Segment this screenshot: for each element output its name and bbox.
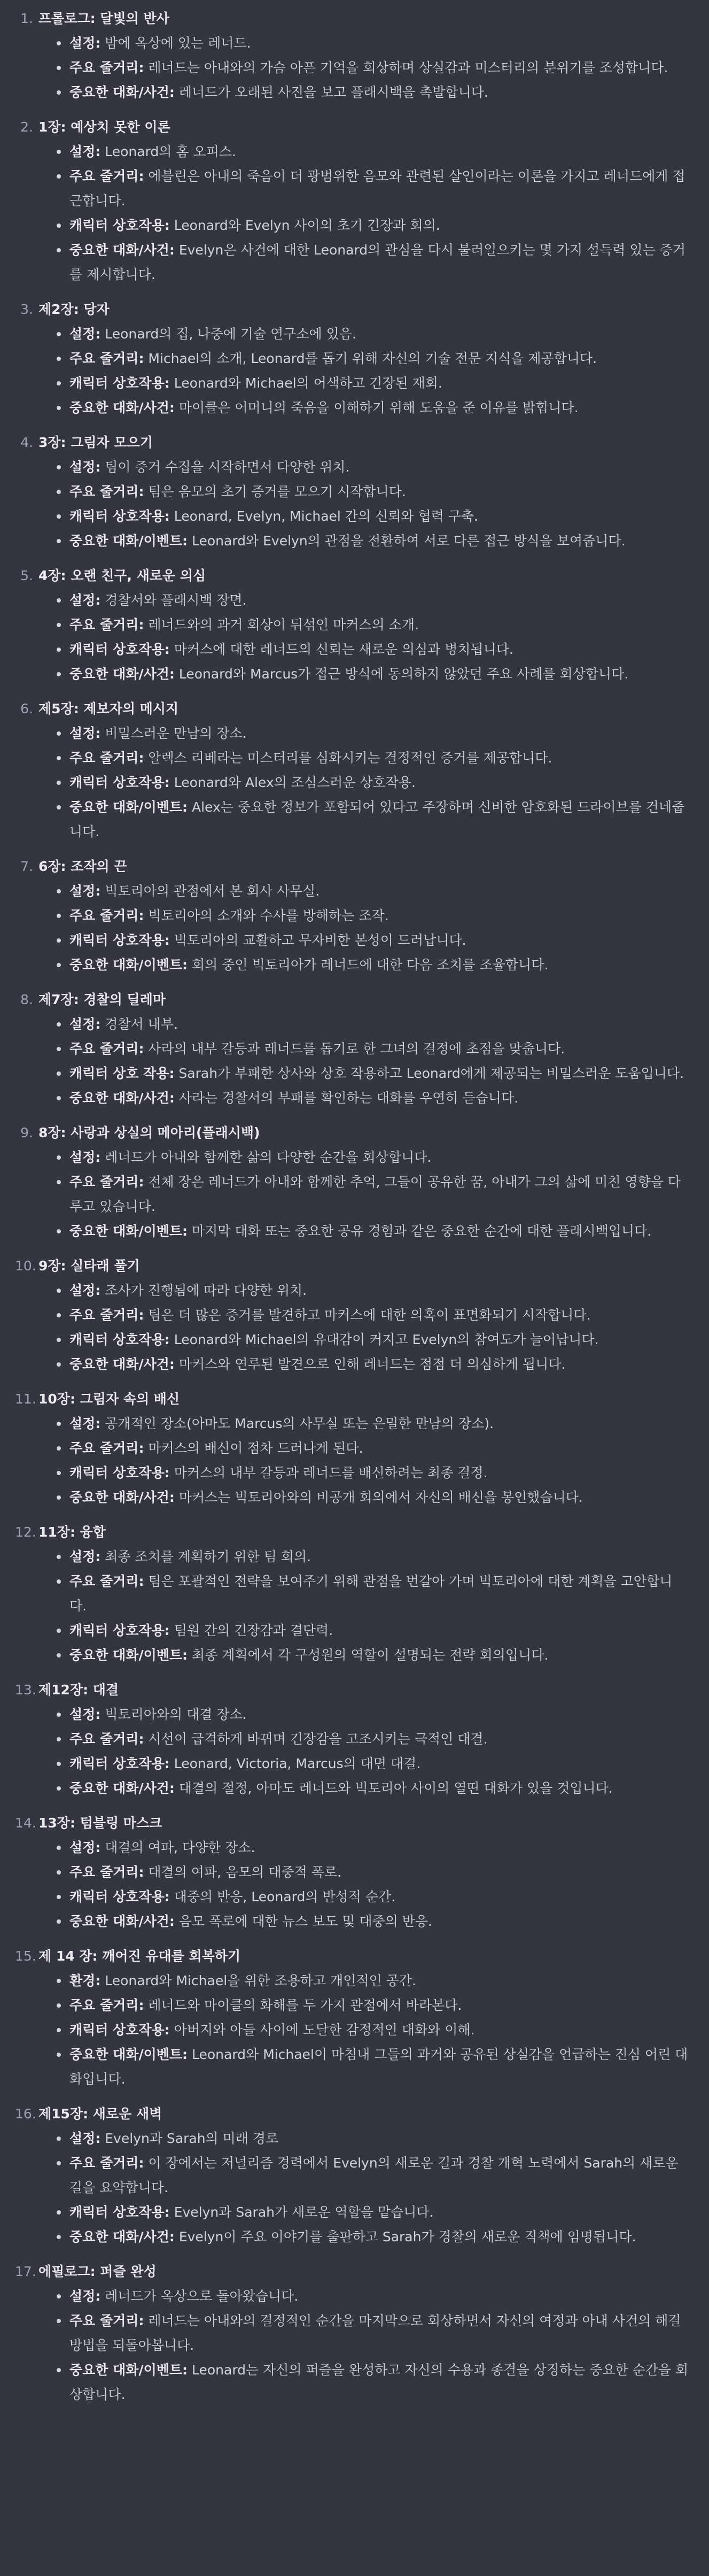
chapter-number: 6. [20,701,33,716]
detail-label: 중요한 대화/이벤트: [69,1223,188,1239]
chapter-number: 14. [15,1815,36,1831]
chapter-item [15,564,689,687]
detail-item [38,613,689,637]
chapter-title: 제2장: 당자 [38,302,110,317]
detail-text: 최종 조치를 계획하기 위한 팀 회의. [105,1549,311,1564]
detail-item [38,529,689,553]
detail-item [38,1643,689,1668]
detail-text: 빅토리아의 소개와 수사를 방해하는 조작. [148,908,389,923]
chapter-item [15,2102,689,2249]
detail-label: 설정: [69,35,101,51]
detail-item [38,1545,689,1569]
detail-label: 캐릭터 상호작용: [69,1332,170,1347]
chapter-title: 제15장: 새로운 새벽 [38,2106,162,2122]
chapter-number: 11. [15,1391,36,1407]
detail-label: 캐릭터 상호작용: [69,1889,170,1904]
chapter-detail-list [38,1969,689,2092]
chapter-list [15,6,689,2407]
chapter-number: 3. [20,302,33,317]
detail-label: 캐릭터 상호작용: [69,508,170,524]
detail-item [38,879,689,904]
detail-item [38,480,689,504]
detail-text: 레너드가 옥상으로 돌아왔습니다. [105,2288,299,2304]
chapter-detail-list [38,31,689,105]
detail-text: Leonard와 Michael이 마침내 그들의 과거와 공유된 상실감을 언급하는 진심 어린 대화입니다. [69,2047,688,2087]
detail-text: Leonard와 Michael을 위한 조용하고 개인적인 공간. [105,1973,416,1988]
detail-label: 설정: [69,144,101,159]
chapter-item [15,115,689,287]
detail-item [38,2284,689,2309]
detail-label: 캐릭터 상호작용: [69,1756,170,1771]
chapter-detail-list [38,1835,689,1934]
detail-text: 팀이 증거 수집을 시작하면서 다양한 위치. [105,459,350,475]
detail-label: 중요한 대화/사건: [69,1356,175,1372]
chapter-detail-list [38,2126,689,2249]
detail-item [38,795,689,844]
chapter-detail-list [38,2284,689,2407]
detail-text: 레너드와 마이클의 화해를 두 가지 관점에서 바라본다. [148,1997,462,2013]
detail-label: 설정: [69,326,101,342]
chapter-title: 제12장: 대결 [38,1682,119,1698]
detail-item [38,1086,689,1110]
chapter-title: 10장: 그림자 속의 배신 [38,1391,180,1407]
detail-label: 주요 줄거리: [69,750,144,766]
detail-item [38,1278,689,1303]
detail-label: 중요한 대화/이벤트: [69,1647,188,1663]
chapter-number: 10. [15,1258,36,1274]
detail-text: 빅토리아의 교활하고 무자비한 본성이 드러납니다. [174,932,466,948]
chapter-item [15,430,689,553]
chapter-item [15,1121,689,1244]
detail-text: Leonard와 Michael의 유대감이 커지고 Evelyn의 참여도가 늘어납니다. [174,1332,599,1347]
detail-label: 설정: [69,2131,101,2146]
chapter-detail-list [38,721,689,844]
detail-item [38,1436,689,1461]
detail-item [38,1909,689,1934]
detail-label: 캐릭터 상호 작용: [69,1066,175,1081]
detail-item [38,396,689,420]
chapter-item [15,1678,689,1801]
chapter-number: 12. [15,1524,36,1540]
detail-label: 주요 줄거리: [69,168,144,184]
detail-item [38,1727,689,1752]
detail-text: 마커스는 빅토리아와의 비공개 회의에서 자신의 배신을 봉인했습니다. [178,1490,583,1505]
chapter-number: 15. [15,1948,36,1964]
detail-label: 설정: [69,1707,101,1722]
detail-item [38,140,689,164]
chapter-item [15,297,689,420]
detail-item [38,80,689,105]
detail-text: 대결의 절정, 아마도 레너드와 빅토리아 사이의 열띤 대화가 있을 것입니다. [178,1780,613,1796]
detail-label: 중요한 대화/사건: [69,84,175,100]
detail-item [38,770,689,795]
detail-text: Leonard, Victoria, Marcus의 대면 대결. [174,1756,421,1771]
chapter-item [15,6,689,105]
detail-label: 설정: [69,1416,101,1431]
detail-item [38,1219,689,1244]
detail-text: 레너드와의 과거 회상이 뒤섞인 마커스의 소개. [148,617,419,633]
detail-label: 주요 줄거리: [69,60,144,75]
detail-text: 비밀스러운 만남의 장소. [105,726,247,741]
detail-item [38,2126,689,2151]
detail-item [38,662,689,687]
detail-label: 주요 줄거리: [69,1997,144,2013]
detail-label: 중요한 대화/사건: [69,2229,175,2245]
chapter-item [15,1811,689,1934]
detail-text: Leonard와 Alex의 조심스러운 상호작용. [174,775,416,790]
chapter-number: 4. [20,435,33,450]
detail-text: 최종 계획에서 각 구성원의 역할이 설명되는 전략 회의입니다. [192,1647,549,1663]
detail-item [38,1461,689,1485]
detail-item [38,928,689,953]
detail-text: Evelyn이 주요 이야기를 출판하고 Sarah가 경찰의 새로운 직책에 임명됩니다. [178,2229,636,2245]
detail-label: 캐릭터 상호작용: [69,218,170,233]
chapter-detail-list [38,1012,689,1110]
detail-text: Leonard, Evelyn, Michael 간의 신뢰와 협력 구축. [174,508,478,524]
chapter-number: 16. [15,2106,36,2122]
chapter-detail-list [38,322,689,420]
detail-text: 팀은 음모의 초기 증거를 모으기 시작합니다. [148,484,406,499]
chapter-title: 6장: 조작의 끈 [38,859,127,874]
detail-item [38,2309,689,2358]
chapter-title: 9장: 실타래 풀기 [38,1258,140,1274]
detail-label: 설정: [69,1016,101,1032]
detail-label: 주요 줄거리: [69,1041,144,1056]
detail-text: 마이클은 어머니의 죽음을 이해하기 위해 도움을 준 이유를 밝힙니다. [178,400,579,415]
detail-item [38,746,689,770]
detail-item [38,1412,689,1436]
chapter-number: 5. [20,568,33,583]
detail-label: 설정: [69,726,101,741]
detail-item [38,56,689,80]
detail-label: 중요한 대화/사건: [69,1090,175,1106]
detail-item [38,2225,689,2249]
detail-label: 캐릭터 상호작용: [69,2022,170,2038]
detail-item [38,1618,689,1643]
detail-text: 팀은 포괄적인 전략을 보여주기 위해 관점을 번갈아 가며 빅토리아에 대한 계획을 고안합니다. [69,1574,673,1614]
detail-text: Leonard는 자신의 퍼즐을 완성하고 자신의 수용과 종결을 상징하는 중요한 순간을 회상합니다. [69,2362,689,2402]
detail-text: 밤에 옥상에 있는 레너드. [105,35,251,51]
detail-item [38,455,689,480]
detail-label: 캐릭터 상호작용: [69,932,170,948]
chapter-title: 에필로그: 퍼즐 완성 [38,2264,157,2279]
chapter-item [15,697,689,844]
detail-label: 캐릭터 상호작용: [69,1623,170,1638]
detail-label: 설정: [69,1283,101,1298]
chapter-title: 제 14 장: 깨어진 유대를 회복하기 [38,1948,241,1964]
chapter-item [15,1944,689,2092]
chapter-number: 13. [15,1682,36,1698]
chapter-item [15,1520,689,1668]
detail-text: Alex는 중요한 정보가 포함되어 있다고 주장하며 신비한 암호화된 드라이브를 건네줍니다. [69,799,685,839]
chapter-detail-list [38,1702,689,1801]
detail-text: 대결의 여파, 음모의 대중적 폭로. [148,1864,342,1880]
chapter-title: 제7장: 경찰의 딜레마 [38,992,166,1007]
detail-item [38,1702,689,1727]
detail-text: 레너드는 아내와의 가슴 아픈 기억을 회상하며 상실감과 미스터리의 분위기를 조성합니다. [148,60,668,75]
detail-item [38,2358,689,2407]
detail-text: 마커스에 대한 레너드의 신뢰는 새로운 의심과 병치됩니다. [174,642,513,657]
detail-item [38,1485,689,1510]
detail-label: 중요한 대화/사건: [69,400,175,415]
detail-item [38,1145,689,1170]
chapter-item [15,854,689,977]
detail-item [38,1170,689,1219]
chapter-number: 8. [20,992,33,1007]
chapter-number: 2. [20,119,33,135]
detail-item [38,588,689,613]
detail-item [38,371,689,396]
chapter-title: 프롤로그: 달빛의 반사 [38,11,169,26]
chapter-title: 3장: 그림자 모으기 [38,435,153,450]
chapter-title: 제5장: 제보자의 메시지 [38,701,179,716]
detail-text: 팀원 간의 긴장감과 결단력. [174,1623,333,1638]
detail-label: 중요한 대화/이벤트: [69,799,188,815]
detail-item [38,1037,689,1061]
detail-text: 대결의 여파, 다양한 장소. [105,1840,255,1855]
chapter-detail-list [38,1412,689,1510]
detail-label: 설정: [69,459,101,475]
chapter-number: 17. [15,2264,36,2279]
chapter-detail-list [38,1145,689,1244]
detail-text: 빅토리아와의 대결 장소. [105,1707,247,1722]
detail-label: 중요한 대화/사건: [69,666,175,682]
chapter-item [15,988,689,1110]
chapter-item [15,1387,689,1510]
detail-text: 알렉스 리베라는 미스터리를 심화시키는 결정적인 증거를 제공합니다. [148,750,552,766]
detail-label: 캐릭터 상호작용: [69,375,170,391]
detail-item [38,904,689,928]
chapter-title: 11장: 융합 [38,1524,106,1540]
chapter-detail-list [38,588,689,687]
detail-text: 회의 중인 빅토리아가 레너드에 대한 다음 조치를 조율합니다. [192,957,549,973]
detail-label: 주요 줄거리: [69,1864,144,1880]
detail-text: 레너드는 아내와의 결정적인 순간을 마지막으로 회상하면서 자신의 여정과 아내 사건의 해결 방법을 되돌아봅니다. [69,2313,681,2353]
detail-label: 설정: [69,1840,101,1855]
detail-text: Evelyn과 Sarah의 미래 경로 [105,2131,279,2146]
detail-text: 마커스의 배신이 점차 드러나게 된다. [148,1440,363,1456]
detail-text: Evelyn은 사건에 대한 Leonard의 관심을 다시 불러일으키는 몇 가지 설득력 있는 증거를 제시합니다. [69,242,686,282]
detail-text: 음모 폭로에 대한 뉴스 보도 및 대중의 반응. [178,1914,432,1929]
chapter-detail-list [38,879,689,977]
chapter-detail-list [38,1278,689,1377]
detail-text: 경찰서와 플래시백 장면. [105,592,247,608]
detail-label: 주요 줄거리: [69,1731,144,1747]
detail-text: 이 장에서는 저널리즘 경력에서 Evelyn의 새로운 길과 경찰 개혁 노력에서 Sarah의 새로운 길을 요약합니다. [69,2155,679,2195]
detail-label: 주요 줄거리: [69,484,144,499]
detail-label: 중요한 대화/이벤트: [69,2362,188,2378]
detail-item [38,2018,689,2042]
detail-item [38,346,689,371]
detail-item [38,1969,689,1993]
detail-text: 전체 장은 레너드가 아내와 함께한 추억, 그들이 공유한 꿈, 아내가 그의 삶에 미친 영향을 다루고 있습니다. [69,1174,681,1214]
detail-label: 설정: [69,2288,101,2304]
detail-label: 주요 줄거리: [69,1174,144,1190]
detail-item [38,1885,689,1909]
detail-label: 주요 줄거리: [69,2313,144,2328]
detail-text: 에블린은 아내의 죽음이 더 광범위한 음모와 관련된 살인이라는 이론을 가지고 레너드에게 접근합니다. [69,168,685,209]
chapter-title: 1장: 예상치 못한 이론 [38,119,170,135]
detail-label: 설정: [69,592,101,608]
chapter-item [15,1254,689,1377]
detail-item [38,31,689,56]
detail-item [38,2151,689,2200]
detail-item [38,1328,689,1352]
detail-label: 캐릭터 상호작용: [69,642,170,657]
detail-text: Leonard와 Michael의 어색하고 긴장된 재회. [174,375,442,391]
detail-item [38,1303,689,1328]
detail-text: 공개적인 장소(아마도 Marcus의 사무실 또는 은밀한 만남의 장소). [105,1416,494,1431]
chapter-detail-list [38,1545,689,1668]
detail-label: 설정: [69,1549,101,1564]
detail-item [38,164,689,213]
detail-text: 대중의 반응, Leonard의 반성적 순간. [174,1889,396,1904]
detail-item [38,1012,689,1037]
detail-item [38,504,689,529]
detail-label: 주요 줄거리: [69,1574,144,1589]
detail-text: Sarah가 부패한 상사와 상호 작용하고 Leonard에게 제공되는 비밀스러운 도움입니다. [178,1066,684,1081]
detail-label: 설정: [69,883,101,899]
detail-item [38,1569,689,1618]
detail-text: Evelyn과 Sarah가 새로운 역할을 맡습니다. [174,2204,434,2220]
chapter-detail-list [38,455,689,553]
detail-label: 캐릭터 상호작용: [69,775,170,790]
detail-item [38,1061,689,1086]
detail-label: 설정: [69,1150,101,1165]
detail-item [38,721,689,746]
detail-text: Michael의 소개, Leonard를 돕기 위해 자신의 기술 전문 지식을 제공합니다. [148,351,597,366]
detail-text: 빅토리아의 관점에서 본 회사 사무실. [105,883,320,899]
detail-text: Leonard의 홈 오피스. [105,144,236,159]
detail-text: 마커스와 연루된 발견으로 인해 레너드는 점점 더 의심하게 됩니다. [178,1356,566,1372]
detail-label: 환경: [69,1973,101,1988]
detail-label: 주요 줄거리: [69,351,144,366]
detail-label: 중요한 대화/사건: [69,242,175,258]
detail-text: Leonard와 Evelyn의 관점을 전환하여 서로 다른 접근 방식을 보여줍니다. [192,533,626,549]
detail-item [38,637,689,662]
detail-label: 중요한 대화/사건: [69,1914,175,1929]
detail-text: 사라의 내부 갈등과 레너드를 돕기로 한 그녀의 결정에 초점을 맞춥니다. [148,1041,565,1056]
chapter-title: 13장: 텀블링 마스크 [38,1815,162,1831]
detail-label: 중요한 대화/이벤트: [69,2047,188,2062]
detail-item [38,953,689,977]
detail-label: 중요한 대화/사건: [69,1780,175,1796]
detail-text: 경찰서 내부. [105,1016,178,1032]
detail-label: 주요 줄거리: [69,1307,144,1323]
chapter-item [15,2259,689,2407]
detail-item [38,1752,689,1776]
detail-label: 캐릭터 상호작용: [69,1465,170,1480]
detail-item [38,322,689,346]
detail-text: Leonard와 Evelyn 사이의 초기 긴장과 회의. [174,218,440,233]
detail-item [38,1776,689,1801]
detail-text: 마지막 대화 또는 중요한 공유 경험과 같은 중요한 순간에 대한 플래시백입니다. [192,1223,652,1239]
chapter-number: 7. [20,859,33,874]
detail-text: 아버지와 아들 사이에 도달한 감정적인 대화와 이해. [174,2022,475,2038]
detail-item [38,2200,689,2225]
detail-text: Leonard의 집, 나중에 기술 연구소에 있음. [105,326,356,342]
detail-item [38,213,689,238]
chapter-number: 1. [20,11,33,26]
detail-item [38,1993,689,2018]
detail-label: 주요 줄거리: [69,617,144,633]
detail-item [38,238,689,287]
detail-label: 중요한 대화/사건: [69,1490,175,1505]
detail-label: 주요 줄거리: [69,908,144,923]
chapter-number: 9. [20,1125,33,1140]
detail-text: Leonard와 Marcus가 접근 방식에 동의하지 않았던 주요 사례를 회상합니다. [178,666,629,682]
detail-text: 시선이 급격하게 바뀌며 긴장감을 고조시키는 극적인 대결. [148,1731,488,1747]
detail-text: 레너드가 오래된 사진을 보고 플래시백을 촉발합니다. [178,84,488,100]
detail-label: 주요 줄거리: [69,1440,144,1456]
detail-text: 팀은 더 많은 증거를 발견하고 마커스에 대한 의혹이 표면화되기 시작합니다. [148,1307,591,1323]
detail-text: 사라는 경찰서의 부패를 확인하는 대화를 우연히 듣습니다. [178,1090,519,1106]
chapter-title: 8장: 사랑과 상실의 메아리(플래시백) [38,1125,260,1140]
detail-label: 주요 줄거리: [69,2155,144,2171]
detail-item [38,1835,689,1860]
detail-item [38,1860,689,1885]
detail-label: 캐릭터 상호작용: [69,2204,170,2220]
detail-text: 마커스의 내부 갈등과 레너드를 배신하려는 최종 결정. [174,1465,488,1480]
detail-label: 중요한 대화/이벤트: [69,957,188,973]
detail-label: 중요한 대화/이벤트: [69,533,188,549]
detail-item [38,1352,689,1377]
detail-item [38,2042,689,2092]
detail-text: 레너드가 아내와 함께한 삶의 다양한 순간을 회상합니다. [105,1150,432,1165]
detail-text: 조사가 진행됨에 따라 다양한 위치. [105,1283,307,1298]
chapter-detail-list [38,140,689,287]
chapter-title: 4장: 오랜 친구, 새로운 의심 [38,568,206,583]
